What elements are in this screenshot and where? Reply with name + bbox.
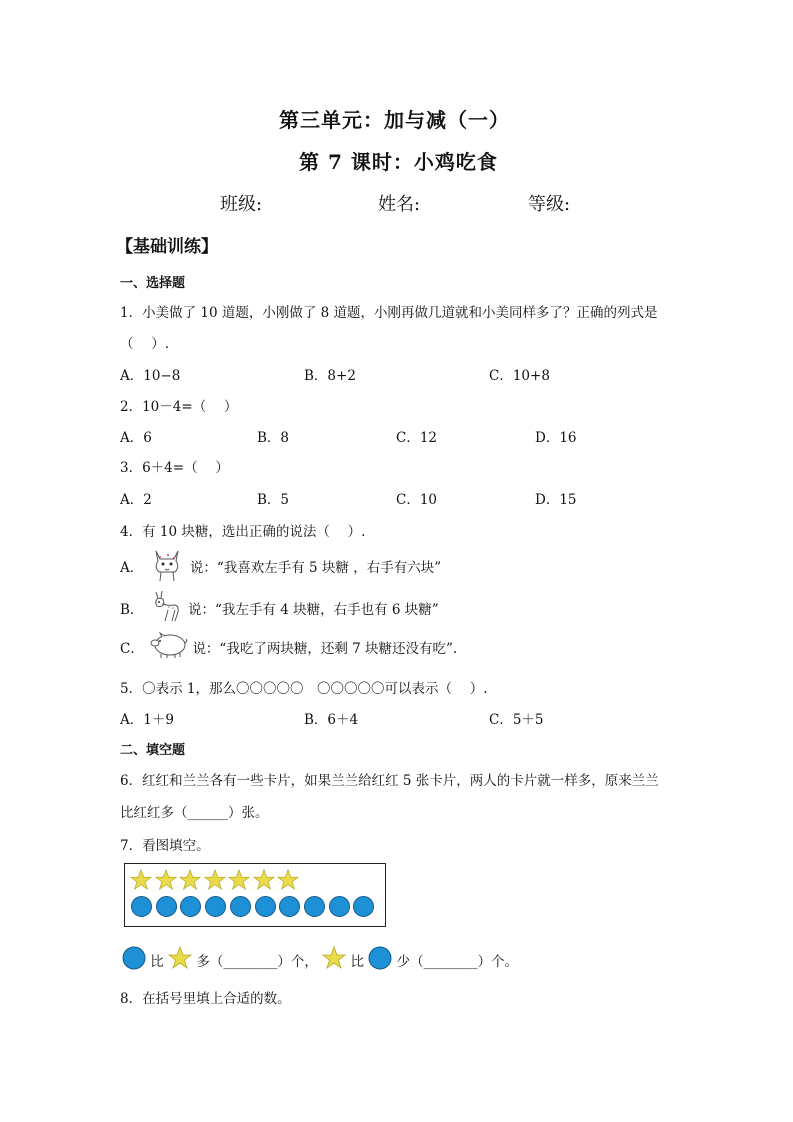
q3-option-a: A．2: [120, 492, 152, 508]
name-label: 姓名:: [378, 194, 421, 215]
figure-circle: [255, 896, 276, 917]
q7-fill-line: [122, 946, 518, 974]
grade-label: 等级:: [528, 194, 571, 215]
star-icon: [168, 946, 192, 974]
q2-stem: 2．10－4=（ ）: [120, 399, 238, 415]
figure-circle: [180, 896, 201, 917]
part2-heading: 二、填空题: [120, 743, 186, 758]
q7-fill2-b: 少（________）个。: [396, 954, 519, 970]
pig-icon: [148, 630, 188, 664]
figure-circle: [329, 896, 350, 917]
page-subtitle: 第 7 课时：小鸡吃食: [299, 150, 498, 174]
q4-b-text: 说：“我左手有 4 块糖，右手也有 6 块糖”: [188, 602, 439, 618]
figure-circle: [304, 896, 325, 917]
figure-circle: [156, 896, 177, 917]
q4-a-label: A．: [120, 560, 144, 576]
figure-star: [253, 869, 275, 891]
figure-circle: [205, 896, 226, 917]
figure-star: [204, 869, 226, 891]
q4-c-text: 说：“我吃了两块糖，还剩 7 块糖还没有吃”.: [192, 641, 458, 657]
q7-fill1-b: 多（________）个，: [196, 954, 318, 970]
q1-line1: 1．小美做了 10 道题，小刚做了 8 道题，小刚再做几道就和小美同样多了？正确的列式是: [120, 305, 658, 321]
q6-line2: 比红红多（______）张。: [120, 805, 269, 821]
q7-fill2-a: 比: [350, 954, 364, 970]
q7-fill1-a: 比: [150, 954, 164, 970]
q1-line2: （ ）.: [120, 336, 170, 352]
figure-circle: [131, 896, 152, 917]
q4-option-b: [120, 588, 439, 628]
q2-option-b: B．8: [257, 430, 290, 446]
q3-option-b: B．5: [257, 492, 290, 508]
q7-figure: [124, 863, 386, 927]
figure-star: [228, 869, 250, 891]
q5-stem: 5．〇表示 1，那么〇〇〇〇〇 〇〇〇〇〇可以表示（ ）.: [120, 681, 488, 697]
q2-option-c: C．12: [396, 430, 438, 446]
q3-option-c: C．10: [396, 492, 438, 508]
figure-star: [130, 869, 152, 891]
page-title: 第三单元：加与减（一）: [279, 108, 510, 132]
q1-option-a: A．10−8: [120, 368, 181, 384]
q7-stem: 7．看图填空。: [120, 838, 210, 854]
circle-icon: [122, 946, 146, 974]
q4-option-a: [120, 545, 441, 587]
figure-star: [179, 869, 201, 891]
q1-option-b: B．8+2: [304, 368, 356, 384]
part1-heading: 一、选择题: [120, 276, 186, 291]
circle-icon: [368, 946, 392, 974]
q3-option-d: D．15: [535, 492, 577, 508]
q8-stem: 8．在括号里填上合适的数。: [120, 991, 291, 1007]
q4-b-label: B．: [120, 602, 144, 618]
figure-circle: [230, 896, 251, 917]
class-label: 班级:: [220, 194, 263, 215]
deer-icon: [148, 588, 184, 628]
cat-icon: [148, 545, 186, 587]
figure-circle: [353, 896, 374, 917]
figure-circle: [279, 896, 300, 917]
q6-line1: 6．红红和兰兰各有一些卡片，如果兰兰给红红 5 张卡片，两人的卡片就一样多，原来兰兰: [120, 773, 659, 789]
q4-stem: 4．有 10 块糖，选出正确的说法（ ）.: [120, 524, 366, 540]
q5-option-b: B．6＋4: [304, 712, 359, 728]
q4-a-text: 说：“我喜欢左手有 5 块糖 ，右手有六块”: [189, 560, 442, 576]
figure-star: [155, 869, 177, 891]
q4-option-c: [120, 630, 457, 664]
q2-option-d: D．16: [535, 430, 577, 446]
q1-option-c: C．10+8: [489, 368, 550, 384]
q5-option-c: C．5＋5: [489, 712, 544, 728]
star-icon: [322, 946, 346, 974]
q2-option-a: A．6: [120, 430, 152, 446]
figure-star: [277, 869, 299, 891]
q4-c-label: C．: [120, 641, 144, 657]
q5-option-a: A．1＋9: [120, 712, 174, 728]
q3-stem: 3．6＋4=（ ）: [120, 460, 229, 476]
section-heading: 【基础训练】: [116, 237, 218, 257]
